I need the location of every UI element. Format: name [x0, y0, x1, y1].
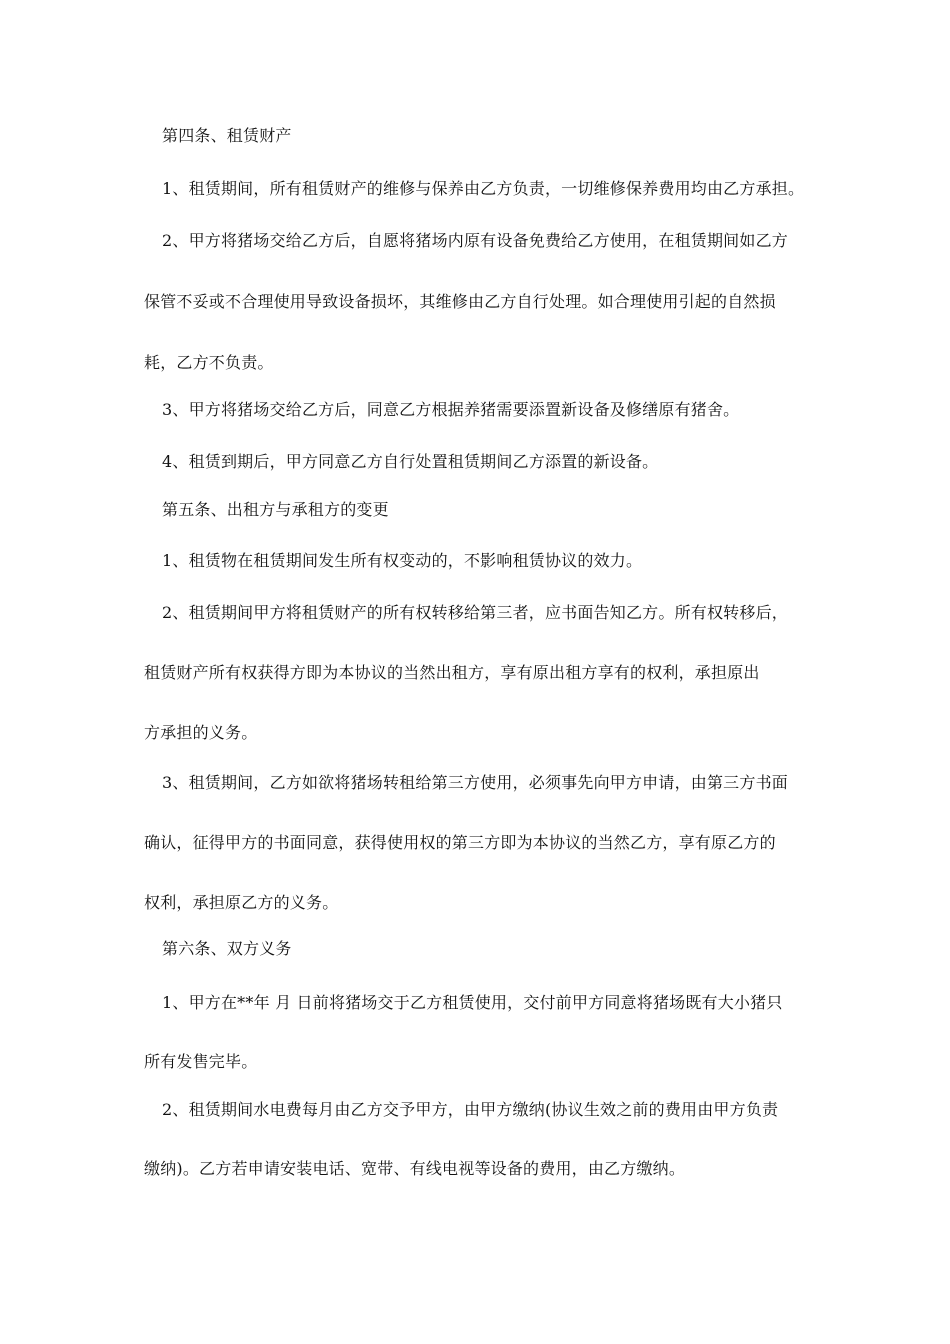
clause-4-3: 3、甲方将猪场交给乙方后，同意乙方根据养猪需要添置新设备及修缮原有猪舍。: [162, 400, 740, 419]
clause-5-2-line-3: 方承担的义务。: [144, 723, 258, 742]
clause-4-4: 4、租赁到期后，甲方同意乙方自行处置租赁期间乙方添置的新设备。: [162, 452, 659, 471]
clause-4-2-line-2: 保管不妥或不合理使用导致设备损坏，其维修由乙方自行处理。如合理使用引起的自然损: [144, 292, 776, 311]
section-heading-4: 第四条、租赁财产: [162, 126, 292, 145]
clause-5-1: 1、租赁物在租赁期间发生所有权变动的，不影响租赁协议的效力。: [162, 551, 643, 570]
clause-5-3-line-2: 确认，征得甲方的书面同意，获得使用权的第三方即为本协议的当然乙方，享有原乙方的: [144, 833, 776, 852]
clause-6-1-line-2: 所有发售完毕。: [144, 1052, 258, 1071]
clause-5-2-line-1: 2、租赁期间甲方将租赁财产的所有权转移给第三者，应书面告知乙方。所有权转移后，: [162, 603, 788, 622]
clause-6-1-line-1: 1、甲方在**年 月 日前将猪场交于乙方租赁使用，交付前甲方同意将猪场既有大小猪只: [162, 993, 783, 1012]
clause-6-2-line-1: 2、租赁期间水电费每月由乙方交予甲方，由甲方缴纳(协议生效之前的费用由甲方负责: [162, 1100, 779, 1119]
clause-5-3-line-1: 3、租赁期间，乙方如欲将猪场转租给第三方使用，必须事先向甲方申请，由第三方书面: [162, 773, 788, 792]
clause-4-1: 1、租赁期间，所有租赁财产的维修与保养由乙方负责，一切维修保养费用均由乙方承担。: [162, 179, 805, 198]
clause-5-3-line-3: 权利，承担原乙方的义务。: [144, 893, 339, 912]
clause-6-2-line-2: 缴纳)。乙方若申请安装电话、宽带、有线电视等设备的费用，由乙方缴纳。: [144, 1159, 686, 1178]
section-heading-5: 第五条、出租方与承租方的变更: [162, 500, 389, 519]
clause-5-2-line-2: 租赁财产所有权获得方即为本协议的当然出租方，享有原出租方享有的权利，承担原出: [144, 663, 760, 682]
clause-4-2-line-3: 耗，乙方不负责。: [144, 353, 274, 372]
section-heading-6: 第六条、双方义务: [162, 939, 292, 958]
clause-4-2-line-1: 2、甲方将猪场交给乙方后，自愿将猪场内原有设备免费给乙方使用，在租赁期间如乙方: [162, 231, 788, 250]
